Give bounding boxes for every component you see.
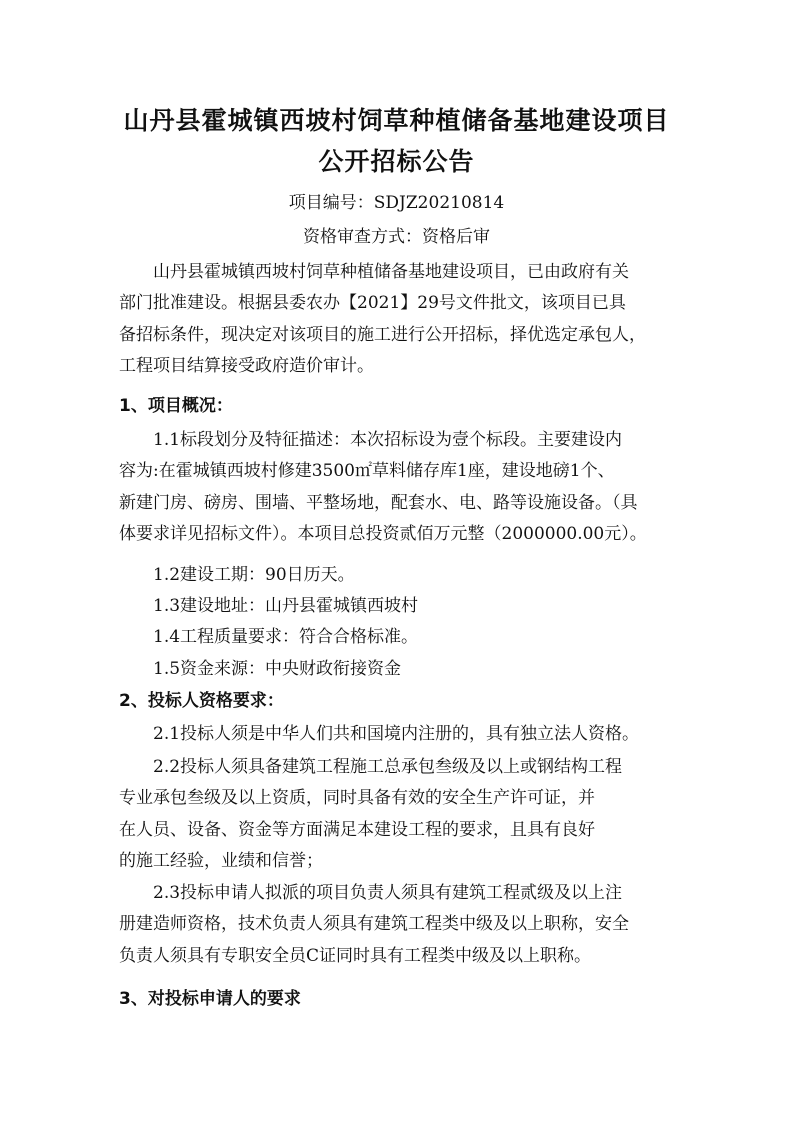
document-subtitle: 公开招标公告 (318, 147, 475, 176)
project-number: 项目编号：SDJZ20210814 (288, 193, 505, 213)
intro-line: 工程项目结算接受政府造价审计。 (119, 356, 374, 377)
section-2-item-2 (119, 752, 679, 878)
item-line: 负责人须具有专职安全员C证同时具有工程类中级及以上职称。 (119, 945, 592, 966)
item-line: 2.2投标人须具备建筑工程施工总承包叁级及以上或钢结构工程 (153, 757, 623, 777)
section-1-item-2: 1.2建设工期：90日历天。 (153, 565, 355, 585)
item-line: 的施工经验，业绩和信誉； (119, 851, 323, 872)
document-title: 山丹县霍城镇西坡村饲草种植储备基地建设项目 (123, 106, 670, 135)
review-method: 资格审查方式：资格后审 (303, 227, 490, 247)
section-3-heading: 3、对投标申请人的要求 (119, 989, 301, 1009)
item-line: 专业承包叁级及以上资质，同时具备有效的安全生产许可证，并 (119, 788, 595, 809)
section-2-item-1: 2.1投标人须是中华人们共和国境内注册的，具有独立法人资格。 (153, 724, 640, 744)
item-line: 体要求详见招标文件）。本项目总投资贰佰万元整（2000000.00元）。 (119, 524, 647, 545)
intro-line: 部门批准建设。根据县委农办【2021】29号文件批文，该项目已具 (119, 293, 626, 314)
section-1-item-3: 1.3建设地址：山丹县霍城镇西坡村 (153, 596, 419, 616)
section-1-item-4: 1.4工程质量要求：符合合格标准。 (153, 627, 419, 647)
item-line: 在人员、设备、资金等方面满足本建设工程的要求，且具有良好 (119, 819, 595, 840)
item-line: 新建门房、磅房、围墙、平整场地，配套水、电、路等设施设备。（具 (119, 492, 638, 513)
section-1-item-5: 1.5资金来源：中央财政衔接资金 (153, 659, 402, 679)
intro-line: 备招标条件，现决定对该项目的施工进行公开招标，择优选定承包人， (119, 324, 646, 345)
section-2-item-3 (119, 878, 679, 972)
item-line: 2.3投标申请人拟派的项目负责人须具有建筑工程贰级及以上注 (153, 883, 623, 903)
item-line: 册建造师资格，技术负责人须具有建筑工程类中级及以上职称，安全 (119, 914, 629, 935)
section-1-item-1 (119, 425, 679, 551)
intro-paragraph (119, 257, 679, 383)
section-2-heading: 2、投标人资格要求： (119, 691, 284, 711)
item-line: 1.1标段划分及特征描述：本次招标设为壹个标段。主要建设内 (153, 430, 623, 450)
section-1-heading: 1、项目概况： (119, 396, 233, 416)
intro-line: 山丹县霍城镇西坡村饲草种植储备基地建设项目，已由政府有关 (153, 262, 629, 282)
item-line: 容为:在霍城镇西坡村修建3500㎡草料储存库1座，建设地磅1个、 (119, 461, 615, 482)
